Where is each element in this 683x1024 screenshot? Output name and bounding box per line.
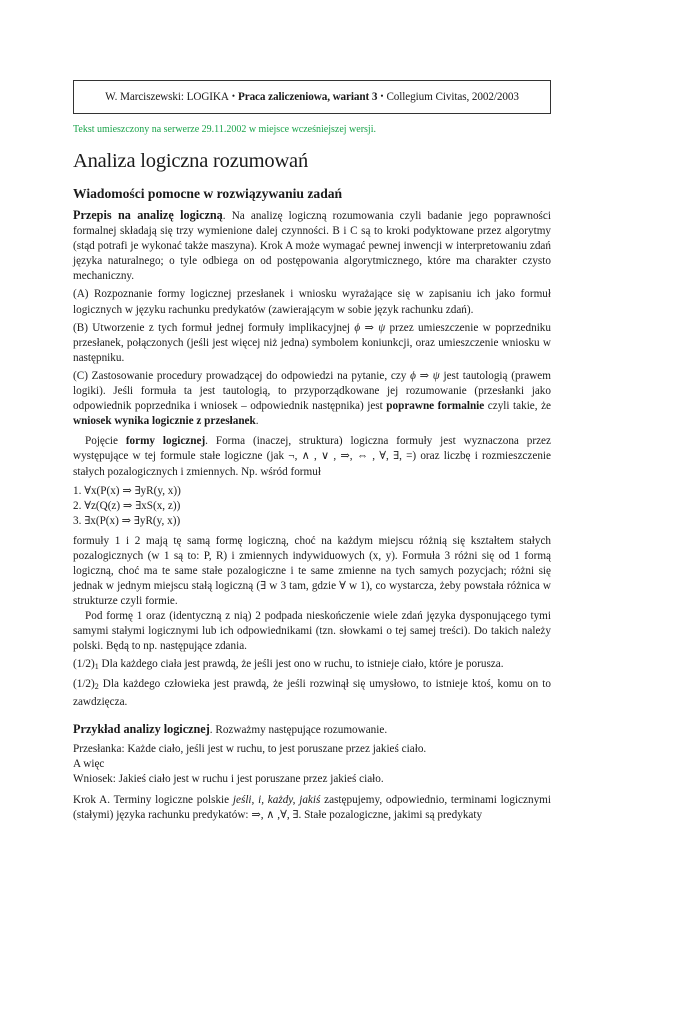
example-label: (1/2): [73, 658, 95, 671]
page-title: Analiza logiczna rozumowań: [73, 150, 309, 172]
formula-list: [73, 484, 551, 529]
italic-terms: jeśli, i, każdy, jakiś: [232, 794, 321, 806]
math-inline: ϕ ⇒ ψ: [410, 369, 440, 382]
premise-line: Przesłanka: Każde ciało, jeśli jest w ruchu, to jest poruszane przez jakieś ciało.: [73, 742, 427, 755]
step-c-text-end: .: [255, 415, 259, 428]
paragraph-logical-form: [73, 434, 551, 479]
header-college: Collegium Civitas, 2002/2003: [386, 91, 519, 103]
paragraph-form-comparison: formuły 1 i 2 mają tę samą formę logiczną, choć na każdym miejscu różnią się kształtem stałych pozalogicznych (w 1 są to: P, R) i zmiennych indywiduowych (x, y). Formuła 3 różni się od 1 formą logiczną, choć ma te same stałe pozalogiczne i te same zmienne na tych samych pozycjach; różni się jednak w jednym miejscu stałą logiczną (∃ w 3 tam, gdzie ∀ w 1), co wystarcza, żeby powstała różnica w strukturze czyli formie.: [73, 534, 551, 607]
header-work-title: Praca zaliczeniowa, wariant 3: [237, 91, 378, 103]
formula-item: 3. ∃x(P(x) ⇒ ∃yR(y, x)): [73, 514, 181, 527]
running-header: [73, 80, 551, 114]
paragraph-examples-intro: Pod formę 1 oraz (identyczną z nią) 2 podpada nieskończenie wiele zdań języka dysponującego tymi samymi stałymi logicznymi lub ich odpowiednikami (tzn. słowkami o tej samej treści). Do takich należy polski. Będą to np. następujące zdania.: [73, 610, 551, 653]
paragraph-text: Pojęcie: [85, 435, 126, 448]
header-author: W. Marciszewski: LOGIKA: [105, 91, 229, 103]
paragraph-recipe: [73, 208, 551, 284]
section-heading: Wiadomości pomocne w rozwiązywaniu zadań: [73, 186, 343, 201]
step-b: [73, 321, 551, 366]
step-c-text-mid: jest tautologią (prawem logiki). Jeśli formuła ta jest tautologią, to przyporządkowane jej rozumowanie (przesłanki jako odpowiednik poprzednika i wniosek – odpowiednik następnika) jest: [73, 369, 551, 413]
paragraph-text: Krok A. Terminy logiczne polskie: [73, 794, 233, 806]
step-c-text: (C) Zastosowanie procedury prowadzącej do odpowiedzi na pytanie, czy: [73, 369, 411, 382]
math-inline: ϕ ⇒ ψ: [354, 321, 386, 334]
paragraph-text: . Rozważmy następujące rozumowanie.: [209, 723, 388, 736]
bold-term: wniosek wynika logicznie z przesłanek: [73, 415, 256, 428]
paragraph-lead: Przepis na analizę logiczną: [73, 208, 223, 222]
paragraph-analysis-example: [73, 722, 551, 738]
example-1: [73, 657, 551, 674]
example-2: [73, 677, 551, 709]
paragraph-text: . Forma (inaczej, struktura) logiczna formuły jest wyznaczona przez występujące w tej formule stałe logiczne (jak ¬, ∧ , ∨ , ⇒, ⇔ , ∀, ∃, =) oraz liczbę i rozmieszczenie stałych pozalogicznych i zmiennych. Np. wśród formuł: [73, 435, 551, 478]
example-label: (1/2): [73, 678, 95, 691]
paragraph-lead: Przykład analizy logicznej: [73, 721, 210, 736]
formula-item: 1. ∀x(P(x) ⇒ ∃yR(y, x)): [73, 484, 181, 497]
header-separator: •: [380, 91, 384, 101]
bold-term: formy logicznej: [125, 435, 206, 448]
example-subscript: 1: [94, 662, 99, 672]
document-page: [73, 80, 551, 823]
example-subscript: 2: [94, 682, 99, 692]
therefore-line: A więc: [73, 757, 105, 770]
conclusion-line: Wniosek: Jakieś ciało jest w ruchu i jest poruszane przez jakieś ciało.: [73, 772, 384, 785]
step-a: (A) Rozpoznanie formy logicznej przesłanek i wniosku wyrażające się w zapisaniu ich jako formuł logicznych w języku rachunku predykatów (zawierającym w sobie język rachunku zdań).: [73, 288, 551, 316]
paragraph-text: zastępujemy, odpowiednio, terminami logicznymi (stałymi) języka rachunku predykatów: ⇒, ∧ ,∀, ∃. Stałe pozalogiczne, jakimi są predykaty: [73, 794, 551, 822]
paragraph-text: . Na analizę logiczną rozumowania czyli badanie jego poprawności formalnej składają się trzy wymienione dalej czynności. B i C są to kroki podyktowane przez algorytmy (stąd potrafi je wykonać także maszyna). Krok A może wymagać pewnej inwencji w interpretowaniu zdań języka naturalnego; o tyle odbiega on od postępowania algorytmicznego, które ma charakter czysto mechaniczny.: [73, 210, 551, 283]
step-c: [73, 369, 551, 429]
step-b-text-end: przez umieszczenie w poprzedniku przesłanek, połączonych (jeśli jest więcej niż jedna) symbolem koniunkcji, oraz umieszczenie wniosku w następniku.: [73, 321, 551, 364]
paragraph-step-a: [73, 793, 551, 823]
step-c-text-mid2: czyli takie, że: [484, 400, 551, 413]
bold-term: poprawne formalnie: [386, 400, 485, 413]
header-separator: •: [231, 91, 235, 101]
formula-item: 2. ∀z(Q(z) ⇒ ∃xS(x, z)): [73, 499, 181, 512]
example-text: Dla każdego ciała jest prawdą, że jeśli jest ono w ruchu, to istnieje ciało, które je porusza.: [98, 658, 504, 671]
step-b-text: (B) Utworzenie z tych formuł jednej formuły implikacyjnej: [73, 321, 355, 334]
server-notice: Tekst umieszczony na serwerze 29.11.2002 w miejsce wcześniejszej wersji.: [73, 124, 376, 135]
example-text: Dla każdego człowieka jest prawdą, że jeśli rozwinął się umysłowo, to istnieje ktoś, komu on to zawdzięcza.: [73, 678, 551, 708]
